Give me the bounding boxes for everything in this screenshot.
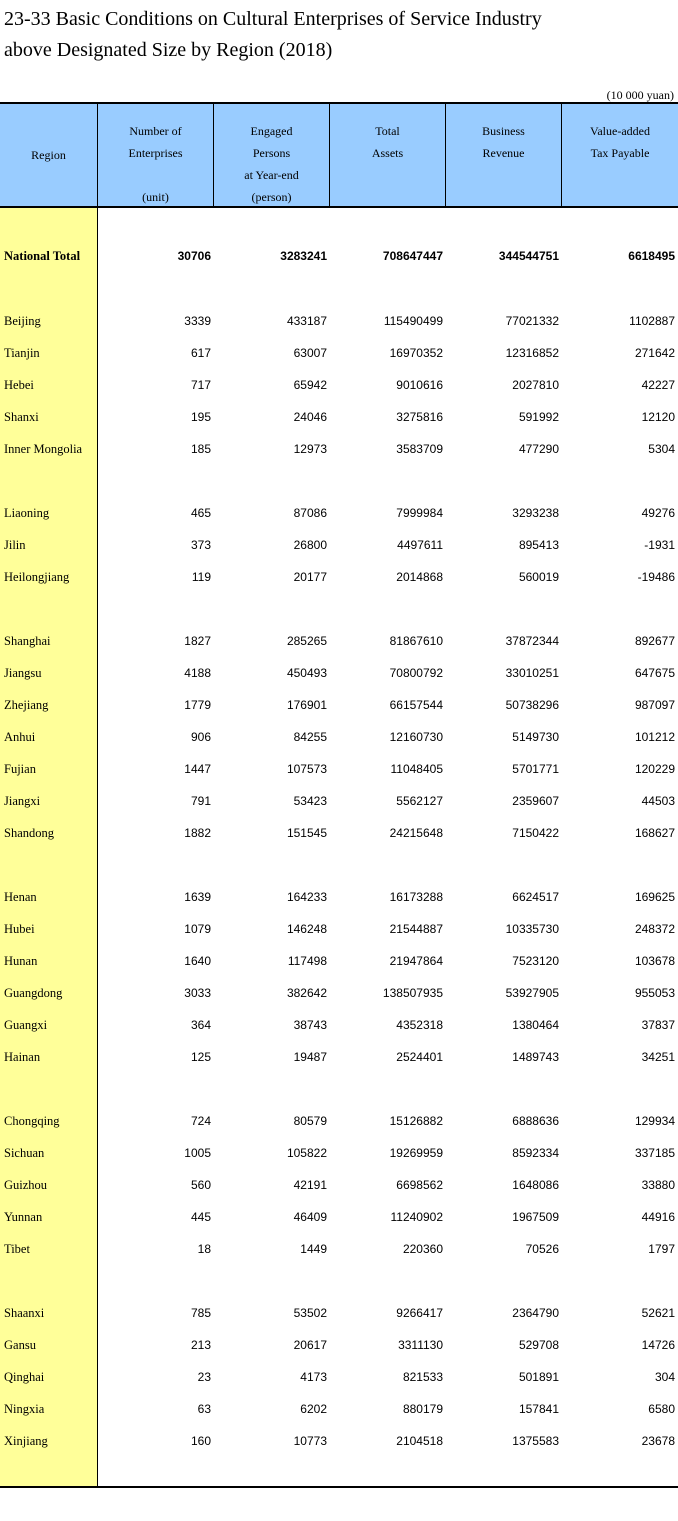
region-name: Beijing bbox=[4, 314, 41, 328]
business-revenue-value: 10335730 bbox=[505, 922, 559, 936]
vat-payable-value: 248372 bbox=[634, 922, 675, 936]
region-name: Anhui bbox=[4, 730, 36, 744]
engaged-persons-value: 65942 bbox=[293, 378, 327, 392]
business-revenue-value: 2027810 bbox=[512, 378, 559, 392]
vat-payable-value: 647675 bbox=[634, 666, 675, 680]
total-assets-value: 7999984 bbox=[396, 506, 443, 520]
engaged-persons-value: 87086 bbox=[293, 506, 327, 520]
header-region-label: Region bbox=[31, 148, 66, 162]
enterprises-value: 1827 bbox=[184, 634, 211, 648]
enterprises-value: 119 bbox=[191, 570, 211, 584]
total-assets-value: 66157544 bbox=[389, 698, 443, 712]
header-engaged-line-3: at Year-end bbox=[244, 168, 299, 182]
total-assets-value: 11240902 bbox=[390, 1210, 443, 1224]
region-name: Yunnan bbox=[4, 1210, 43, 1224]
header-vat-payable bbox=[561, 104, 678, 206]
enterprises-value: 1639 bbox=[184, 890, 211, 904]
region-name: Shanghai bbox=[4, 634, 51, 648]
region-name: Guangxi bbox=[4, 1018, 48, 1032]
header-enterprises-line-2: Enterprises bbox=[128, 146, 183, 160]
vat-payable-value: 44503 bbox=[641, 794, 675, 808]
region-name: Guizhou bbox=[4, 1178, 48, 1192]
table-row bbox=[0, 1009, 678, 1041]
enterprises-value: 724 bbox=[190, 1114, 211, 1128]
table-row bbox=[0, 1105, 678, 1137]
table-title bbox=[4, 4, 674, 66]
business-revenue-value: 560019 bbox=[518, 570, 559, 584]
vat-payable-value: 271642 bbox=[634, 346, 675, 360]
table-row bbox=[0, 401, 678, 433]
business-revenue-value: 157841 bbox=[518, 1402, 559, 1416]
table-row bbox=[0, 305, 678, 337]
business-revenue-value: 50738296 bbox=[505, 698, 559, 712]
header-assets-line-1: Total bbox=[375, 124, 400, 138]
table-row bbox=[0, 721, 678, 753]
region-name: Guangdong bbox=[4, 986, 63, 1000]
total-assets-value: 708647447 bbox=[382, 249, 443, 263]
table-row bbox=[0, 1169, 678, 1201]
engaged-persons-value: 382642 bbox=[286, 986, 327, 1000]
total-assets-value: 2524401 bbox=[396, 1050, 443, 1064]
region-name: Jiangxi bbox=[4, 794, 41, 808]
enterprises-value: 1447 bbox=[184, 762, 211, 776]
vat-payable-value: 129934 bbox=[634, 1114, 675, 1128]
enterprises-value: 185 bbox=[190, 442, 211, 456]
enterprises-value: 1005 bbox=[184, 1146, 211, 1160]
table-row bbox=[0, 497, 678, 529]
enterprises-value: 125 bbox=[190, 1050, 211, 1064]
header-engaged-line-1: Engaged bbox=[250, 124, 293, 138]
unit-note: (10 000 yuan) bbox=[606, 88, 674, 102]
total-assets-value: 2014868 bbox=[396, 570, 443, 584]
total-assets-value: 81867610 bbox=[389, 634, 443, 648]
table-row bbox=[0, 977, 678, 1009]
region-name: Zhejiang bbox=[4, 698, 49, 712]
engaged-persons-value: 176901 bbox=[286, 698, 327, 712]
business-revenue-value: 6624517 bbox=[512, 890, 559, 904]
total-assets-value: 5562127 bbox=[396, 794, 443, 808]
engaged-persons-value: 53423 bbox=[293, 794, 327, 808]
engaged-persons-value: 24046 bbox=[293, 410, 327, 424]
enterprises-value: 617 bbox=[190, 346, 211, 360]
vat-payable-value: 42227 bbox=[641, 378, 675, 392]
region-name: Sichuan bbox=[4, 1146, 45, 1160]
enterprises-value: 785 bbox=[190, 1306, 211, 1320]
engaged-persons-value: 151545 bbox=[286, 826, 327, 840]
region-name: Hainan bbox=[4, 1050, 41, 1064]
engaged-persons-value: 146248 bbox=[286, 922, 327, 936]
total-assets-value: 21544887 bbox=[389, 922, 443, 936]
total-assets-value: 9266417 bbox=[396, 1306, 443, 1320]
vat-payable-value: 1102887 bbox=[629, 314, 675, 328]
vat-payable-value: 6618495 bbox=[628, 249, 675, 263]
business-revenue-value: 8592334 bbox=[512, 1146, 559, 1160]
vat-payable-value: 120229 bbox=[634, 762, 675, 776]
engaged-persons-value: 53502 bbox=[293, 1306, 327, 1320]
vat-payable-value: 103678 bbox=[634, 954, 675, 968]
business-revenue-value: 2364790 bbox=[512, 1306, 559, 1320]
business-revenue-value: 7150422 bbox=[512, 826, 559, 840]
table-row bbox=[0, 1137, 678, 1169]
header-tax-line-2: Tax Payable bbox=[590, 146, 650, 160]
business-revenue-value: 6888636 bbox=[512, 1114, 559, 1128]
region-name: Gansu bbox=[4, 1338, 36, 1352]
vat-payable-value: 44916 bbox=[641, 1210, 675, 1224]
table-row bbox=[0, 1041, 678, 1073]
enterprises-value: 30706 bbox=[177, 249, 211, 263]
engaged-persons-value: 285265 bbox=[286, 634, 327, 648]
vat-payable-value: 6580 bbox=[648, 1402, 675, 1416]
vat-payable-value: 14726 bbox=[641, 1338, 675, 1352]
enterprises-value: 160 bbox=[190, 1434, 211, 1448]
table-row bbox=[0, 337, 678, 369]
vat-payable-value: 5304 bbox=[648, 442, 675, 456]
total-assets-value: 9010616 bbox=[396, 378, 443, 392]
national-total-row bbox=[0, 240, 678, 272]
table-row bbox=[0, 625, 678, 657]
business-revenue-value: 1648086 bbox=[512, 1178, 559, 1192]
header-enterprises-unit: (unit) bbox=[142, 190, 169, 204]
region-name: Qinghai bbox=[4, 1370, 45, 1384]
header-tax-line-1: Value-added bbox=[590, 124, 650, 138]
total-assets-value: 2104518 bbox=[396, 1434, 443, 1448]
total-assets-value: 4497611 bbox=[397, 538, 443, 552]
business-revenue-value: 1380464 bbox=[512, 1018, 559, 1032]
region-name: Hubei bbox=[4, 922, 35, 936]
header-revenue-line-2: Revenue bbox=[482, 146, 525, 160]
business-revenue-value: 5701771 bbox=[512, 762, 559, 776]
header-region bbox=[0, 104, 97, 206]
region-name: National Total bbox=[4, 249, 81, 263]
total-assets-value: 16173288 bbox=[389, 890, 443, 904]
total-assets-value: 15126882 bbox=[389, 1114, 443, 1128]
engaged-persons-value: 84255 bbox=[293, 730, 327, 744]
engaged-persons-value: 105822 bbox=[286, 1146, 327, 1160]
vat-payable-value: 169625 bbox=[634, 890, 675, 904]
total-assets-value: 821533 bbox=[402, 1370, 443, 1384]
business-revenue-value: 77021332 bbox=[505, 314, 559, 328]
total-assets-value: 12160730 bbox=[389, 730, 443, 744]
business-revenue-value: 591992 bbox=[518, 410, 559, 424]
header-enterprises bbox=[97, 104, 213, 206]
header-assets-line-2: Assets bbox=[371, 146, 404, 160]
region-name: Jilin bbox=[4, 538, 26, 552]
engaged-persons-value: 20177 bbox=[293, 570, 327, 584]
vat-payable-value: 34251 bbox=[641, 1050, 675, 1064]
region-name: Ningxia bbox=[4, 1402, 45, 1416]
engaged-persons-value: 26800 bbox=[293, 538, 327, 552]
enterprises-value: 18 bbox=[197, 1242, 211, 1256]
enterprises-value: 4188 bbox=[184, 666, 211, 680]
table-row bbox=[0, 1425, 678, 1457]
region-name: Tibet bbox=[4, 1242, 30, 1256]
region-name: Hunan bbox=[4, 954, 38, 968]
total-assets-value: 4352318 bbox=[396, 1018, 443, 1032]
business-revenue-value: 895413 bbox=[518, 538, 559, 552]
table-row bbox=[0, 785, 678, 817]
business-revenue-value: 33010251 bbox=[505, 666, 559, 680]
engaged-persons-value: 12973 bbox=[293, 442, 327, 456]
table-header bbox=[0, 104, 678, 208]
enterprises-value: 23 bbox=[197, 1370, 211, 1384]
total-assets-value: 220360 bbox=[402, 1242, 443, 1256]
vat-payable-value: 23678 bbox=[641, 1434, 675, 1448]
table-row bbox=[0, 529, 678, 561]
vat-payable-value: 304 bbox=[654, 1370, 675, 1384]
business-revenue-value: 5149730 bbox=[512, 730, 559, 744]
engaged-persons-value: 117498 bbox=[287, 954, 327, 968]
engaged-persons-value: 10773 bbox=[293, 1434, 327, 1448]
engaged-persons-value: 63007 bbox=[293, 346, 327, 360]
vat-payable-value: 337185 bbox=[634, 1146, 675, 1160]
table-row bbox=[0, 433, 678, 465]
region-name: Hebei bbox=[4, 378, 34, 392]
enterprises-value: 791 bbox=[190, 794, 211, 808]
table-row bbox=[0, 369, 678, 401]
vat-payable-value: 101212 bbox=[634, 730, 675, 744]
vat-payable-value: 168627 bbox=[634, 826, 675, 840]
engaged-persons-value: 38743 bbox=[293, 1018, 327, 1032]
total-assets-value: 24215648 bbox=[389, 826, 443, 840]
table-row bbox=[0, 881, 678, 913]
region-name: Shaanxi bbox=[4, 1306, 45, 1320]
vat-payable-value: 987097 bbox=[634, 698, 675, 712]
enterprises-value: 560 bbox=[190, 1178, 211, 1192]
enterprises-value: 364 bbox=[190, 1018, 211, 1032]
region-name: Jiangsu bbox=[4, 666, 42, 680]
engaged-persons-value: 450493 bbox=[286, 666, 327, 680]
enterprises-value: 1079 bbox=[184, 922, 211, 936]
header-business-revenue bbox=[445, 104, 561, 206]
engaged-persons-value: 80579 bbox=[293, 1114, 327, 1128]
table-row bbox=[0, 561, 678, 593]
table-row bbox=[0, 1201, 678, 1233]
engaged-persons-value: 20617 bbox=[293, 1338, 327, 1352]
vat-payable-value: 52621 bbox=[641, 1306, 675, 1320]
vat-payable-value: -19486 bbox=[637, 570, 675, 584]
business-revenue-value: 2359607 bbox=[512, 794, 559, 808]
vat-payable-value: 12120 bbox=[641, 410, 675, 424]
region-name: Liaoning bbox=[4, 506, 50, 520]
engaged-persons-value: 1449 bbox=[300, 1242, 327, 1256]
engaged-persons-value: 42191 bbox=[293, 1178, 327, 1192]
business-revenue-value: 53927905 bbox=[505, 986, 559, 1000]
region-name: Shandong bbox=[4, 826, 54, 840]
enterprises-value: 717 bbox=[190, 378, 211, 392]
total-assets-value: 3275816 bbox=[396, 410, 443, 424]
header-total-assets bbox=[329, 104, 445, 206]
total-assets-value: 3583709 bbox=[396, 442, 443, 456]
total-assets-value: 19269959 bbox=[389, 1146, 443, 1160]
vat-payable-value: 49276 bbox=[641, 506, 675, 520]
region-name: Inner Mongolia bbox=[4, 442, 83, 456]
region-name: Chongqing bbox=[4, 1114, 60, 1128]
region-name: Xinjiang bbox=[4, 1434, 48, 1448]
enterprises-value: 3033 bbox=[184, 986, 211, 1000]
table-row bbox=[0, 689, 678, 721]
business-revenue-value: 1375583 bbox=[512, 1434, 559, 1448]
header-enterprises-line-1: Number of bbox=[129, 124, 182, 138]
engaged-persons-value: 433187 bbox=[286, 314, 327, 328]
business-revenue-value: 529708 bbox=[518, 1338, 559, 1352]
vat-payable-value: 955053 bbox=[634, 986, 675, 1000]
business-revenue-value: 37872344 bbox=[505, 634, 559, 648]
business-revenue-value: 344544751 bbox=[498, 249, 559, 263]
total-assets-value: 11048405 bbox=[390, 762, 443, 776]
header-enterprises-line-3 bbox=[98, 164, 213, 186]
enterprises-value: 465 bbox=[190, 506, 211, 520]
engaged-persons-value: 164233 bbox=[286, 890, 327, 904]
total-assets-value: 880179 bbox=[402, 1402, 443, 1416]
total-assets-value: 6698562 bbox=[396, 1178, 443, 1192]
business-revenue-value: 1967509 bbox=[512, 1210, 559, 1224]
vat-payable-value: 33880 bbox=[641, 1178, 675, 1192]
engaged-persons-value: 107573 bbox=[286, 762, 327, 776]
header-engaged-persons bbox=[213, 104, 329, 206]
business-revenue-value: 3293238 bbox=[512, 506, 559, 520]
table-row bbox=[0, 1233, 678, 1265]
region-name: Shanxi bbox=[4, 410, 39, 424]
vat-payable-value: -1931 bbox=[644, 538, 675, 552]
region-name: Henan bbox=[4, 890, 37, 904]
table-row bbox=[0, 1361, 678, 1393]
business-revenue-value: 12316852 bbox=[505, 346, 559, 360]
vat-payable-value: 892677 bbox=[634, 634, 675, 648]
enterprises-value: 445 bbox=[190, 1210, 211, 1224]
engaged-persons-value: 46409 bbox=[293, 1210, 327, 1224]
table-row bbox=[0, 945, 678, 977]
business-revenue-value: 7523120 bbox=[512, 954, 559, 968]
total-assets-value: 70800792 bbox=[389, 666, 443, 680]
table-row bbox=[0, 1393, 678, 1425]
table-row bbox=[0, 913, 678, 945]
header-engaged-line-2: Persons bbox=[252, 146, 291, 160]
enterprises-value: 195 bbox=[190, 410, 211, 424]
total-assets-value: 16970352 bbox=[389, 346, 443, 360]
enterprises-value: 373 bbox=[190, 538, 211, 552]
vat-payable-value: 1797 bbox=[648, 1242, 675, 1256]
total-assets-value: 21947864 bbox=[389, 954, 443, 968]
enterprises-value: 1882 bbox=[184, 826, 211, 840]
header-revenue-line-1: Business bbox=[482, 124, 525, 138]
business-revenue-value: 70526 bbox=[525, 1242, 559, 1256]
table-row bbox=[0, 753, 678, 785]
region-name: Fujian bbox=[4, 762, 36, 776]
engaged-persons-value: 6202 bbox=[300, 1402, 327, 1416]
enterprises-value: 63 bbox=[197, 1402, 211, 1416]
table-row bbox=[0, 1297, 678, 1329]
title-line-2: above Designated Size by Region (2018) bbox=[4, 39, 333, 61]
enterprises-value: 906 bbox=[190, 730, 211, 744]
engaged-persons-value: 3283241 bbox=[280, 249, 327, 263]
enterprises-value: 1779 bbox=[184, 698, 211, 712]
region-name: Tianjin bbox=[4, 346, 40, 360]
enterprises-value: 1640 bbox=[184, 954, 211, 968]
business-revenue-value: 1489743 bbox=[512, 1050, 559, 1064]
title-line-1: 23-33 Basic Conditions on Cultural Enterprises of Service Industry bbox=[4, 8, 542, 30]
header-engaged-unit: (person) bbox=[251, 190, 292, 204]
business-revenue-value: 501891 bbox=[518, 1370, 559, 1384]
table-row bbox=[0, 1329, 678, 1361]
table-row bbox=[0, 817, 678, 849]
total-assets-value: 138507935 bbox=[382, 986, 443, 1000]
engaged-persons-value: 4173 bbox=[300, 1370, 327, 1384]
business-revenue-value: 477290 bbox=[518, 442, 559, 456]
engaged-persons-value: 19487 bbox=[293, 1050, 327, 1064]
enterprises-value: 3339 bbox=[184, 314, 211, 328]
total-assets-value: 3311130 bbox=[398, 1338, 443, 1352]
enterprises-value: 213 bbox=[190, 1338, 211, 1352]
table-row bbox=[0, 657, 678, 689]
total-assets-value: 115490499 bbox=[383, 314, 443, 328]
vat-payable-value: 37837 bbox=[641, 1018, 675, 1032]
region-name: Heilongjiang bbox=[4, 570, 70, 584]
